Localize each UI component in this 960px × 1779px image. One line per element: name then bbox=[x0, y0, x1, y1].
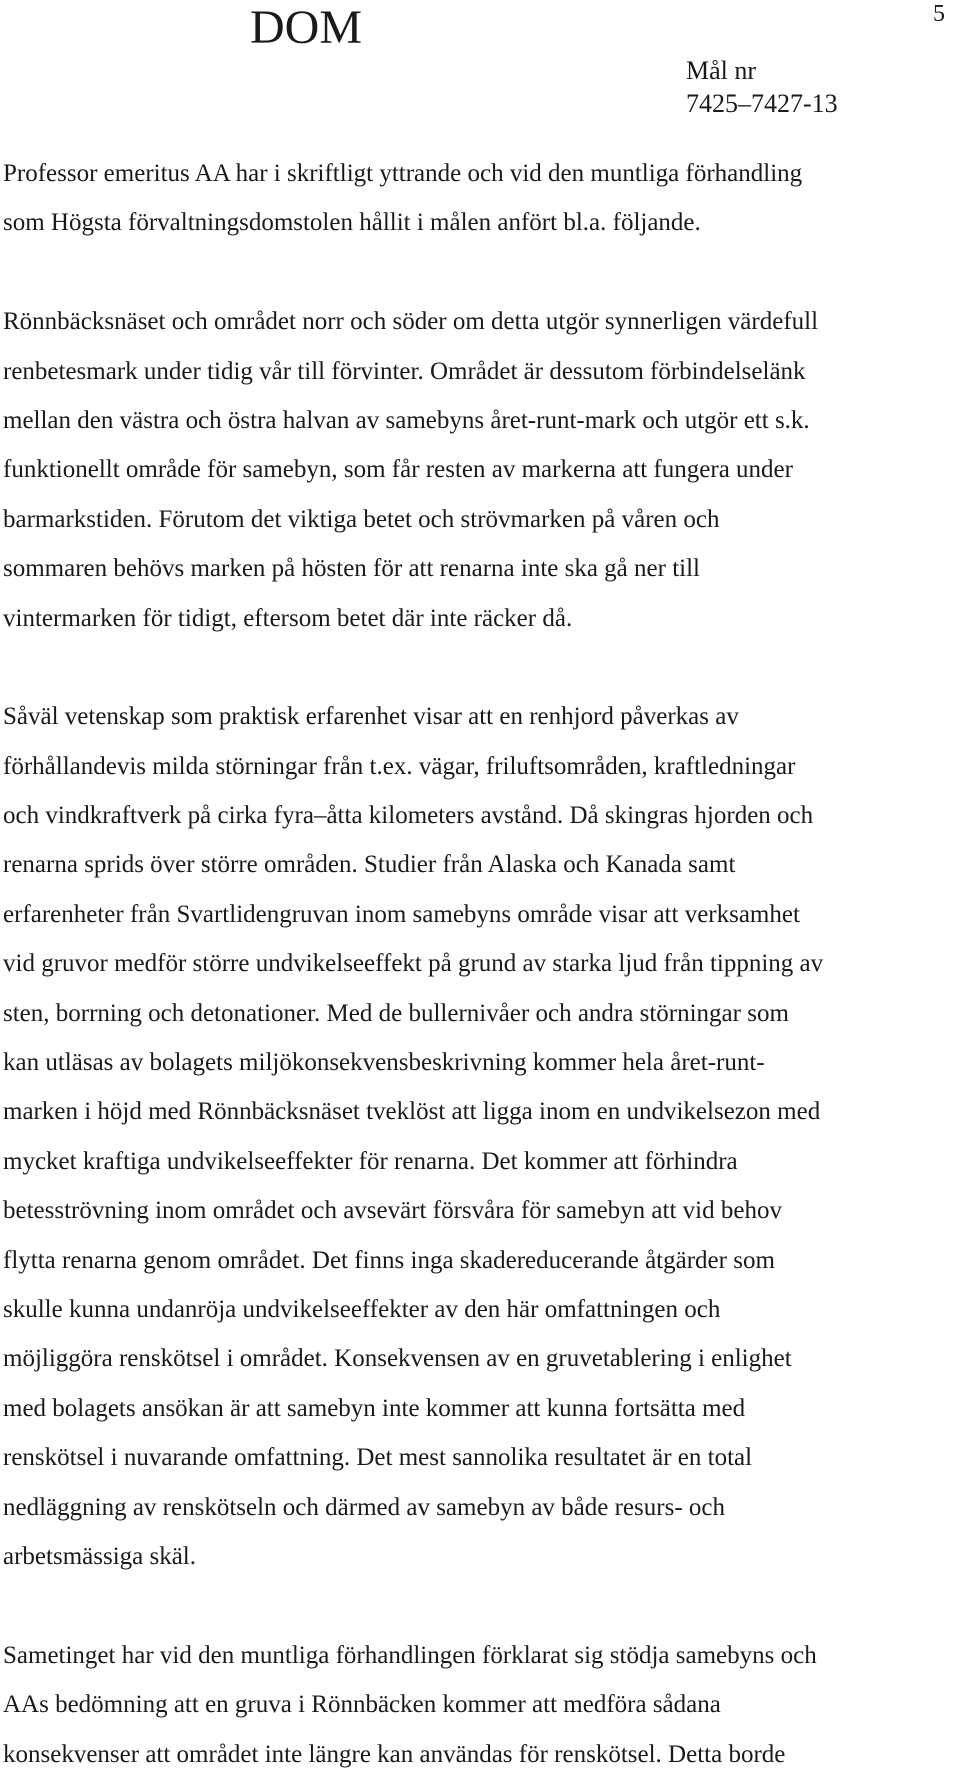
document-title: DOM bbox=[250, 1, 363, 54]
paragraph-gap bbox=[3, 643, 943, 692]
text-line: konsekvenser att området inte längre kan användas för renskötsel. Detta borde bbox=[3, 1740, 786, 1768]
text-line: erfarenheter från Svartlidengruvan inom samebyns område visar att verksamhet bbox=[3, 900, 800, 928]
text-line: med bolagets ansökan är att samebyn inte kommer att kunna fortsätta med bbox=[3, 1394, 746, 1422]
case-label: Mål nr bbox=[686, 56, 757, 85]
text-line: Rönnbäcksnäset och området norr och söder om detta utgör synnerligen värdefull bbox=[3, 308, 819, 336]
text-line: möjliggöra renskötsel i området. Konsekvensen av en gruvetablering i enlighet bbox=[3, 1345, 792, 1373]
text-line: Sametinget har vid den muntliga förhandlingen förklarat sig stödja samebyns och bbox=[3, 1641, 817, 1669]
text-line: kan utläsas av bolagets miljökonsekvensbeskrivning kommer hela året-runt- bbox=[3, 1049, 765, 1077]
text-line: renarna sprids över större områden. Studier från Alaska och Kanada samt bbox=[3, 851, 736, 879]
paragraph bbox=[3, 149, 943, 248]
text-line: funktionellt område för samebyn, som får resten av markerna att fungera under bbox=[3, 456, 793, 484]
paragraph-gap bbox=[3, 248, 943, 297]
text-line: flytta renarna genom området. Det finns inga skadereducerande åtgärder som bbox=[3, 1246, 775, 1274]
text-line: renskötsel i nuvarande omfattning. Det mest sannolika resultatet är en total bbox=[3, 1444, 753, 1472]
text-line: skulle kunna undanröja undvikelseeffekter av den här omfattningen och bbox=[3, 1295, 721, 1323]
text-line: marken i höjd med Rönnbäcksnäset tveklöst att ligga inom en undvikelsezon med bbox=[3, 1098, 821, 1126]
paragraph bbox=[3, 692, 943, 1581]
text-line: som Högsta förvaltningsdomstolen hållit i målen anfört bl.a. följande. bbox=[3, 209, 701, 237]
paragraph bbox=[3, 1631, 943, 1779]
text-line: AAs bedömning att en gruva i Rönnbäcken kommer att medföra sådana bbox=[3, 1691, 721, 1719]
text-line: mycket kraftiga undvikelseeffekter för renarna. Det kommer att förhindra bbox=[3, 1147, 738, 1175]
text-line: mellan den västra och östra halvan av samebyns året-runt-mark och utgör ett s.k. bbox=[3, 406, 810, 434]
page-number: 5 bbox=[933, 1, 945, 27]
document-body bbox=[3, 149, 943, 1779]
text-line: vid gruvor medför större undvikelseeffekt på grund av starka ljud från tippning av bbox=[3, 950, 824, 978]
case-number: 7425–7427-13 bbox=[686, 89, 838, 118]
paragraph-gap bbox=[3, 1581, 943, 1630]
text-line: Professor emeritus AA har i skriftligt yttrande och vid den muntliga förhandling bbox=[3, 160, 803, 187]
text-line: Såväl vetenskap som praktisk erfarenhet visar att en renhjord påverkas av bbox=[3, 703, 739, 731]
paragraph bbox=[3, 297, 943, 643]
text-line: renbetesmark under tidig vår till förvinter. Området är dessutom förbindelselänk bbox=[3, 357, 806, 385]
text-line: förhållandevis milda störningar från t.ex. vägar, friluftsområden, kraftledningar bbox=[3, 752, 796, 780]
text-line: nedläggning av renskötseln och därmed av samebyn av både resurs- och bbox=[3, 1493, 725, 1521]
text-line: barmarkstiden. Förutom det viktiga betet och strövmarken på våren och bbox=[3, 505, 720, 533]
text-line: arbetsmässiga skäl. bbox=[3, 1542, 197, 1570]
text-line: betesströvning inom området och avsevärt försvåra för samebyn att vid behov bbox=[3, 1197, 782, 1225]
text-line: vintermarken för tidigt, eftersom betet där inte räcker då. bbox=[3, 604, 573, 632]
text-line: och vindkraftverk på cirka fyra–åtta kilometers avstånd. Då skingras hjorden och bbox=[3, 802, 814, 830]
text-line: sommaren behövs marken på hösten för att renarna inte ska gå ner till bbox=[3, 555, 700, 583]
text-line: sten, borrning och detonationer. Med de bullernivåer och andra störningar som bbox=[3, 999, 789, 1027]
